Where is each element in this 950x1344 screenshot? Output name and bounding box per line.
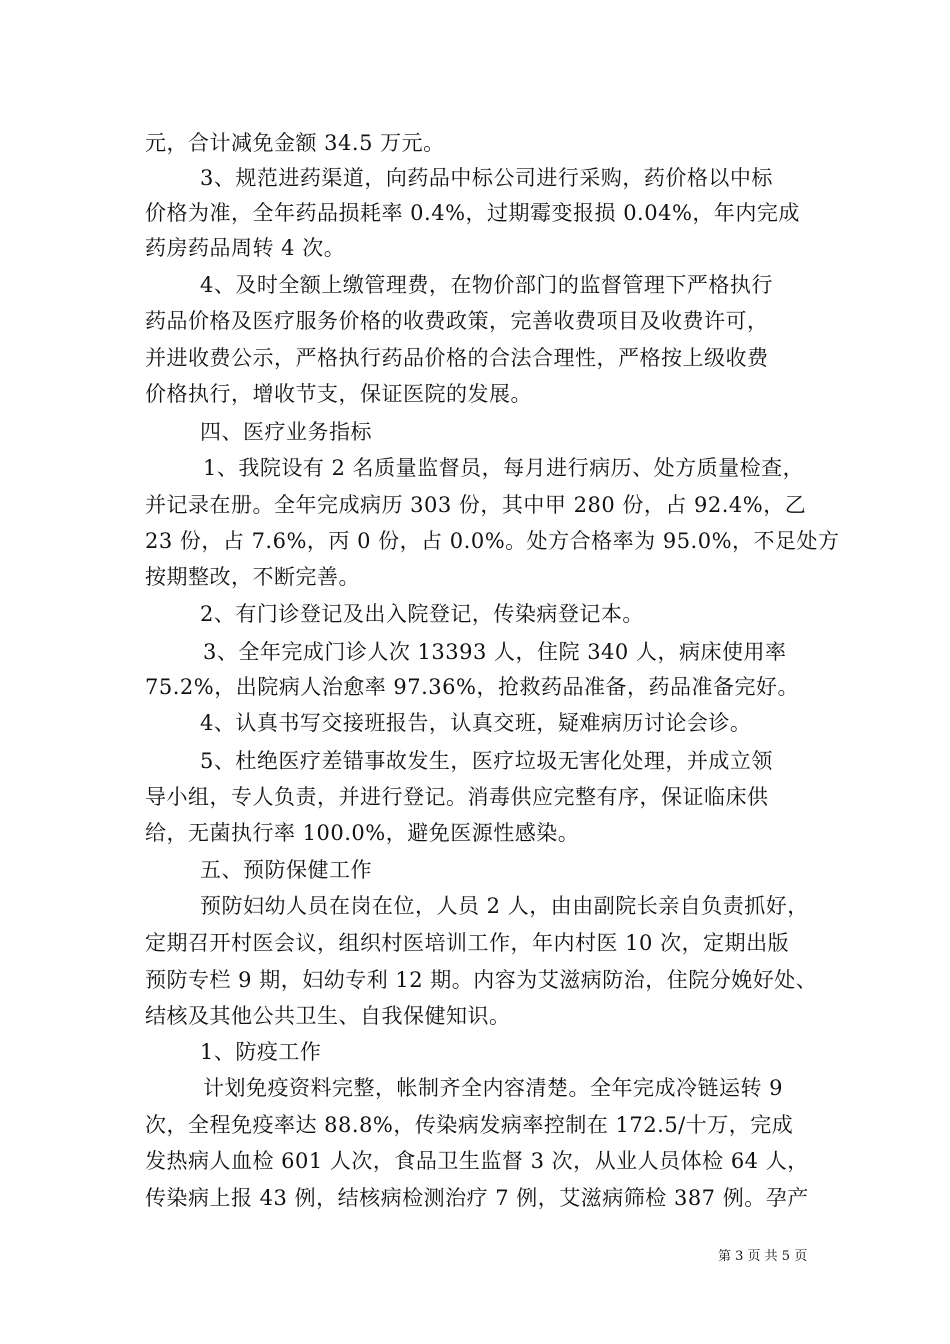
text-line: 3、规范进药渠道，向药品中标公司进行采购，药价格以中标 <box>200 166 773 190</box>
text-line: 4、认真书写交接班报告，认真交班，疑难病历讨论会诊。 <box>200 711 752 735</box>
text-line: 给，无菌执行率 100.0%，避免医源性感染。 <box>145 821 580 845</box>
text-line: 药房药品周转 4 次。 <box>145 236 346 260</box>
text-line: 传染病上报 43 例，结核病检测治疗 7 例，艾滋病筛检 387 例。孕产 <box>145 1186 809 1210</box>
text-line: 计划免疫资料完整，帐制齐全内容清楚。全年完成冷链运转 9 <box>203 1076 784 1100</box>
subsection-heading: 1、防疫工作 <box>200 1040 322 1064</box>
text-line: 1、我院设有 2 名质量监督员，每月进行病历、处方质量检查， <box>203 456 805 480</box>
text-line: 药品价格及医疗服务价格的收费政策，完善收费项目及收费许可， <box>145 309 769 333</box>
text-line: 3、全年完成门诊人次 13393 人，住院 340 人，病床使用率 <box>203 640 787 664</box>
text-line: 预防专栏 9 期，妇幼专利 12 期。内容为艾滋病防治，住院分娩好处、 <box>145 968 818 992</box>
text-line: 价格执行，增收节支，保证医院的发展。 <box>145 382 532 406</box>
text-line: 价格为准，全年药品损耗率 0.4%，过期霉变报损 0.04%，年内完成 <box>145 201 800 225</box>
text-line: 导小组，专人负责，并进行登记。消毒供应完整有序，保证临床供 <box>145 785 769 809</box>
text-line: 预防妇幼人员在岗在位，人员 2 人，由由副院长亲自负责抓好， <box>200 894 809 918</box>
text-line: 按期整改，不断完善。 <box>145 565 360 589</box>
text-line: 定期召开村医会议，组织村医培训工作，年内村医 10 次，定期出版 <box>145 931 790 955</box>
text-line: 4、及时全额上缴管理费，在物价部门的监督管理下严格执行 <box>200 273 773 297</box>
section-heading: 四、医疗业务指标 <box>200 420 372 444</box>
text-line: 发热病人血检 601 人次，食品卫生监督 3 次，从业人员体检 64 人， <box>145 1149 809 1173</box>
text-line: 75.2%，出院病人治愈率 97.36%，抢救药品准备，药品准备完好。 <box>145 675 799 699</box>
text-line: 结核及其他公共卫生、自我保健知识。 <box>145 1004 511 1028</box>
text-line: 并记录在册。全年完成病历 303 份，其中甲 280 份，占 92.4%，乙 <box>145 493 807 517</box>
section-heading: 五、预防保健工作 <box>200 858 372 882</box>
page-number: 第 3 页 共 5 页 <box>718 1249 808 1264</box>
text-line: 次，全程免疫率达 88.8%，传染病发病率控制在 172.5/十万，完成 <box>145 1113 794 1137</box>
text-line: 2、有门诊登记及出入院登记，传染病登记本。 <box>200 602 644 626</box>
text-line: 23 份，占 7.6%，丙 0 份，占 0.0%。处方合格率为 95.0%，不足处方 <box>145 529 840 553</box>
text-line: 元，合计减免金额 34.5 万元。 <box>145 131 445 155</box>
text-line: 5、杜绝医疗差错事故发生，医疗垃圾无害化处理，并成立领 <box>200 749 773 773</box>
text-line: 并进收费公示，严格执行药品价格的合法合理性，严格按上级收费 <box>145 346 769 370</box>
